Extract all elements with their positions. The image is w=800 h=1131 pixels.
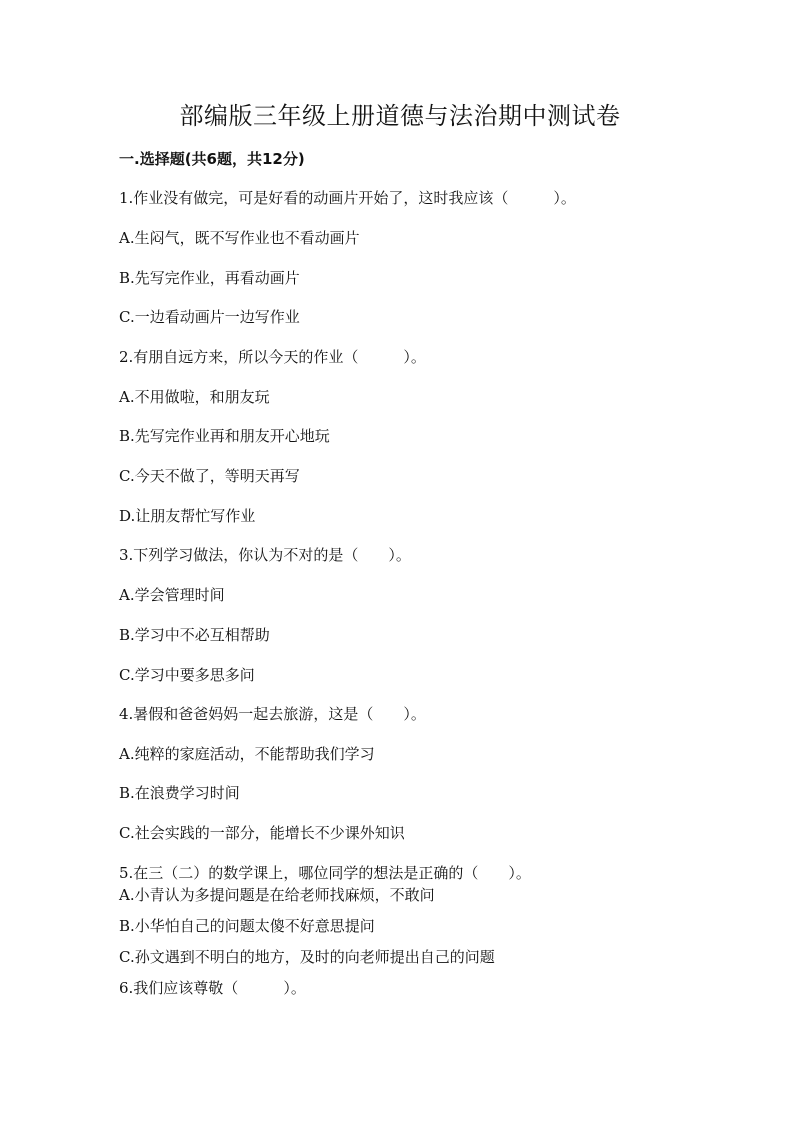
option-2a: A.不用做啦，和朋友玩	[119, 388, 270, 406]
option-1a: A.生闷气，既不写作业也不看动画片	[119, 229, 360, 247]
option-1b: B.先写完作业，再看动画片	[119, 269, 300, 287]
question-1: 1.作业没有做完，可是好看的动画片开始了，这时我应该（ ）。	[119, 189, 576, 207]
option-2c: C.今天不做了，等明天再写	[119, 467, 300, 485]
question-5: 5.在三（二）的数学课上，哪位同学的想法是正确的（ ）。	[119, 864, 531, 882]
option-3b: B.学习中不必互相帮助	[119, 626, 270, 644]
option-5b: B.小华怕自己的问题太傻不好意思提问	[119, 917, 375, 935]
option-3c: C.学习中要多思多问	[119, 666, 255, 684]
option-4a: A.纯粹的家庭活动，不能帮助我们学习	[119, 745, 375, 763]
option-1c: C.一边看动画片一边写作业	[119, 308, 300, 326]
option-2d: D.让朋友帮忙写作业	[119, 507, 256, 525]
option-3a: A.学会管理时间	[119, 586, 225, 604]
option-5c: C.孙文遇到不明白的地方，及时的向老师提出自己的问题	[119, 948, 495, 966]
option-5a: A.小青认为多提问题是在给老师找麻烦，不敢问	[119, 886, 435, 904]
section-header: 一.选择题(共6题，共12分)	[119, 150, 305, 168]
question-4: 4.暑假和爸爸妈妈一起去旅游，这是（ ）。	[119, 705, 426, 723]
question-3: 3.下列学习做法，你认为不对的是（ ）。	[119, 546, 411, 564]
page-title: 部编版三年级上册道德与法治期中测试卷	[179, 102, 621, 130]
option-4c: C.社会实践的一部分，能增长不少课外知识	[119, 824, 405, 842]
question-6: 6.我们应该尊敬（ ）。	[119, 979, 306, 997]
question-2: 2.有朋自远方来，所以今天的作业（ ）。	[119, 348, 426, 366]
option-4b: B.在浪费学习时间	[119, 784, 240, 802]
option-2b: B.先写完作业再和朋友开心地玩	[119, 427, 330, 445]
